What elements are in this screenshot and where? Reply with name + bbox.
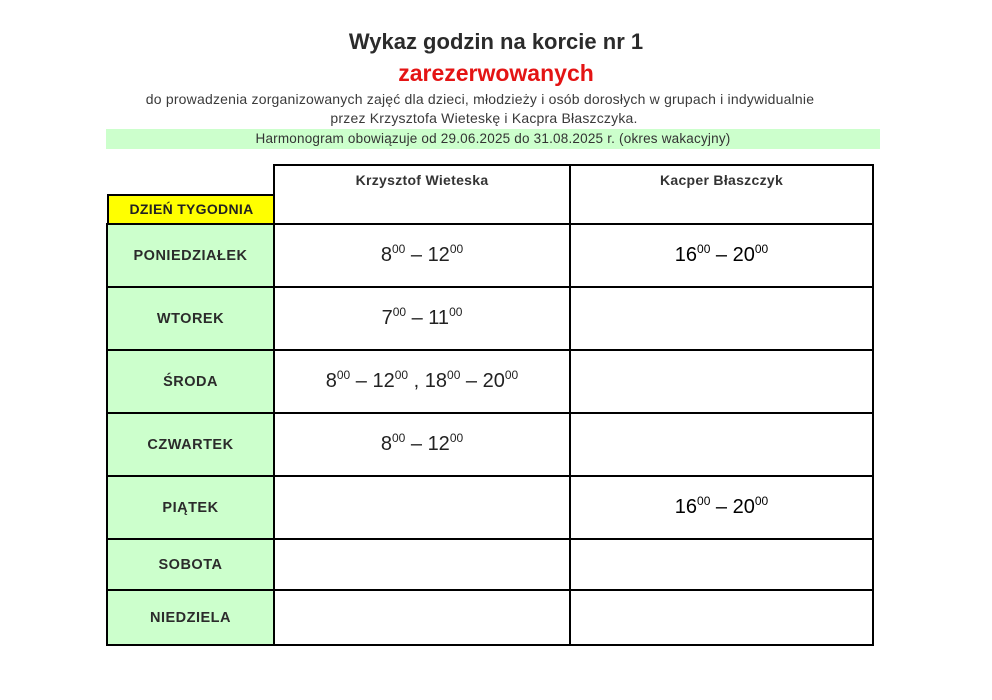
time-slot	[675, 496, 768, 518]
slot-end-minutes: 00	[449, 305, 463, 319]
slot-cell-krzysztof	[274, 539, 570, 590]
slot-dash: –	[710, 244, 733, 266]
time-slot	[381, 244, 463, 266]
table-row	[107, 287, 873, 350]
slot-end-minutes: 00	[504, 368, 519, 382]
slot-start-hour: 8	[380, 433, 392, 455]
slot-cell-kacper	[570, 350, 873, 413]
validity-banner: Harmonogram obowiązuje od 29.06.2025 do 31.08.2025 r. (okres wakacyjny)	[106, 129, 880, 149]
table-row	[107, 590, 873, 645]
day-cell: SOBOTA	[107, 539, 274, 590]
description-line-1: do prowadzenia zorganizowanych zajęć dla dzieci, młodzieży i osób dorosłych w grupach i indywidualnie	[145, 91, 815, 107]
trainer-header-kacper: Kacper Błaszczyk	[570, 165, 873, 224]
slot-cell-krzysztof	[274, 413, 570, 476]
day-column-header	[107, 165, 274, 224]
slot-start-hour: 18	[424, 370, 448, 392]
slot-start-minutes: 00	[391, 242, 406, 256]
slot-cell-kacper	[570, 476, 873, 539]
slot-start-minutes: 00	[447, 368, 461, 382]
slot-start-minutes: 00	[392, 305, 407, 319]
slot-dash: –	[710, 496, 733, 518]
slot-end-hour: 20	[732, 496, 755, 518]
time-slot	[381, 433, 463, 455]
slot-cell-krzysztof	[274, 476, 570, 539]
description-line-2: przez Krzysztofa Wieteskę i Kacpra Błaszczyka.	[330, 110, 638, 126]
slot-start-hour: 7	[381, 307, 393, 329]
slot-end-hour: 20	[482, 370, 505, 392]
time-slot	[382, 307, 463, 329]
slot-start-hour: 8	[380, 244, 392, 266]
slot-end-hour: 20	[732, 244, 755, 266]
day-cell: WTOREK	[107, 287, 274, 350]
slot-start-minutes: 00	[697, 494, 711, 508]
slot-cell-krzysztof	[274, 590, 570, 645]
slot-end-hour: 12	[372, 370, 395, 392]
slot-end-minutes: 00	[394, 368, 409, 382]
day-cell: CZWARTEK	[107, 413, 274, 476]
day-cell: PIĄTEK	[107, 476, 274, 539]
day-cell: PONIEDZIAŁEK	[107, 224, 274, 287]
slot-start-hour: 16	[674, 244, 698, 266]
slot-cell-krzysztof	[274, 350, 570, 413]
slot-dash: –	[350, 370, 373, 392]
slot-start-minutes: 00	[336, 368, 351, 382]
slot-cell-krzysztof	[274, 287, 570, 350]
table-row	[107, 350, 873, 413]
page-title: Wykaz godzin na korcie nr 1	[348, 29, 644, 54]
schedule-table	[106, 164, 874, 646]
table-row	[107, 224, 873, 287]
table-row	[107, 539, 873, 590]
slot-cell-kacper	[570, 224, 873, 287]
page-subtitle: zarezerwowanych	[398, 60, 594, 86]
day-cell: ŚRODA	[107, 350, 274, 413]
table-row	[107, 413, 873, 476]
slot-cell-kacper	[570, 413, 873, 476]
slot-cell-kacper	[570, 590, 873, 645]
time-slot	[675, 244, 768, 266]
slot-end-minutes: 00	[449, 431, 464, 445]
table-row	[107, 476, 873, 539]
time-slot	[326, 370, 408, 392]
slot-end-minutes: 00	[754, 242, 769, 256]
slot-end-minutes: 00	[754, 494, 769, 508]
day-column-label: DZIEŃ TYGODNIA	[107, 194, 274, 223]
slot-end-minutes: 00	[449, 242, 464, 256]
slot-end-hour: 12	[427, 433, 450, 455]
trainer-header-krzysztof: Krzysztof Wieteska	[274, 165, 570, 224]
slot-separator: ,	[408, 370, 425, 392]
day-cell: NIEDZIELA	[107, 590, 274, 645]
slot-cell-kacper	[570, 287, 873, 350]
slot-end-hour: 11	[428, 307, 450, 329]
slot-end-hour: 12	[427, 244, 450, 266]
slot-start-hour: 16	[674, 496, 698, 518]
table-header-row	[107, 165, 873, 224]
slot-dash: –	[460, 370, 483, 392]
slot-cell-kacper	[570, 539, 873, 590]
slot-start-minutes: 00	[391, 431, 406, 445]
slot-start-minutes: 00	[697, 242, 711, 256]
slot-dash: –	[406, 307, 429, 329]
slot-dash: –	[405, 433, 428, 455]
slot-cell-krzysztof	[274, 224, 570, 287]
slot-dash: –	[405, 244, 428, 266]
slot-start-hour: 8	[325, 370, 337, 392]
time-slot	[425, 370, 518, 392]
